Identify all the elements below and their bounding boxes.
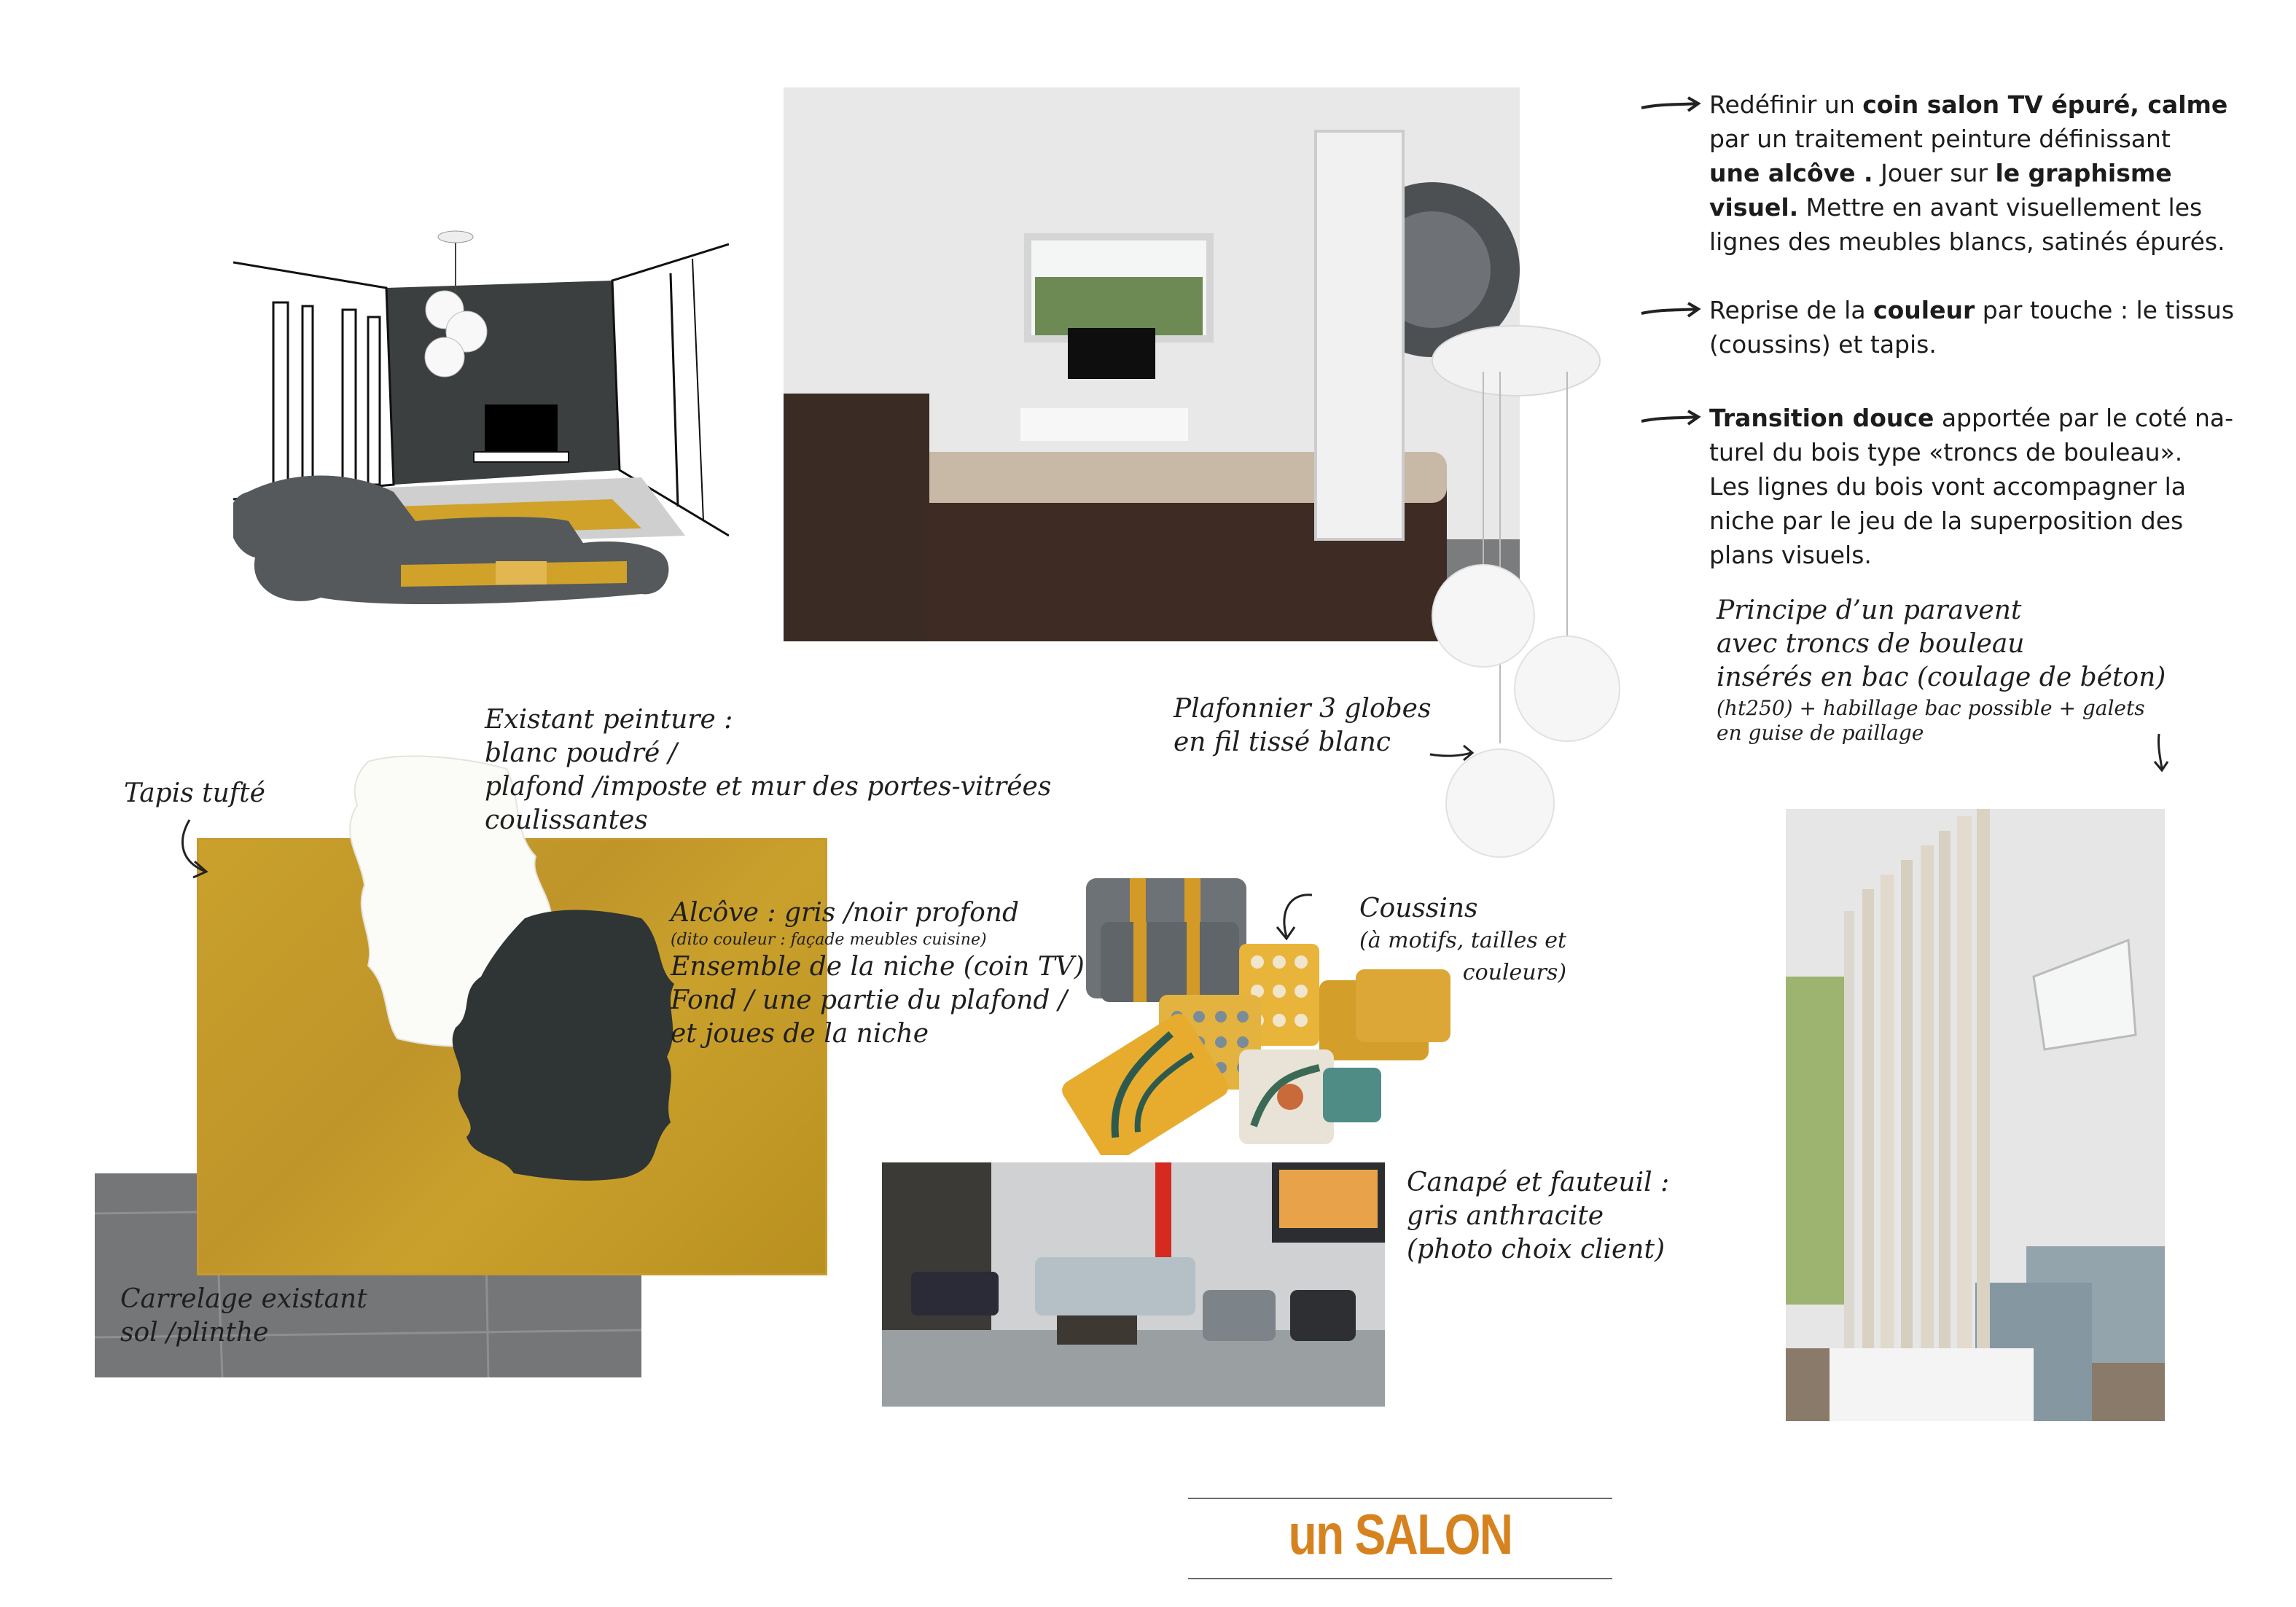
intro-paragraph-1 — [1709, 87, 2234, 259]
intro-line — [1709, 504, 2234, 538]
title-rule-bottom — [1188, 1578, 1612, 1579]
intro-line — [1709, 156, 2234, 190]
intro-line — [1709, 122, 2234, 156]
intro-line — [1709, 401, 2234, 435]
birch-partition-photo — [1786, 809, 2165, 1421]
peinture-note: Existant peinture : blanc poudré / plafond /imposte et mur des portes-vitrées coulissantes — [485, 705, 1052, 835]
intro-paragraph-2 — [1709, 293, 2234, 361]
intro-text: plans visuels. — [1709, 541, 1872, 569]
tapis-note: Tapis tufté — [124, 778, 265, 808]
intro-text: par un traitement peinture définissant — [1709, 125, 2171, 153]
alcove-note: Alcôve : gris /noir profond (dito couleur : façade meubles cuisine) Ensemble de la niche (coin TV) Fond / une partie du plafond / et joues de la niche — [671, 898, 1085, 1049]
intro-text: Les lignes du bois vont accompagner la — [1709, 472, 2187, 501]
arrow-icon — [1429, 740, 1476, 765]
intro-text: Jouer sur — [1873, 159, 1996, 187]
title-rule-top — [1188, 1498, 1612, 1499]
intro-text: Mettre en avant visuellement les — [1798, 193, 2203, 222]
arrow-curved-icon — [171, 816, 215, 882]
intro-text: Reprise de la — [1709, 296, 1874, 324]
living-room-photo — [784, 87, 1520, 641]
paravent-note: Principe d’un paravent avec troncs de bouleau insérés en bac (coulage de béton) (ht250) + habillage bac possible + galets en guise de paillage — [1717, 595, 2166, 745]
arrow-curved-icon — [1268, 889, 1319, 944]
intro-line — [1709, 224, 2234, 259]
intro-line — [1709, 293, 2234, 327]
arrow-down-icon — [2150, 732, 2172, 773]
page-title: un SALON — [1288, 1502, 1512, 1566]
arrow-icon — [1640, 408, 1702, 430]
intro-text: Redéfinir un — [1709, 90, 1863, 119]
arrow-icon — [1640, 95, 1702, 117]
intro-line — [1709, 538, 2234, 572]
intro-line — [1709, 469, 2234, 504]
intro-bold-text: Transition douce — [1709, 404, 1934, 432]
arrow-icon — [1640, 300, 1702, 322]
intro-text: niche par le jeu de la superposition des — [1709, 507, 2184, 535]
intro-paragraph-3 — [1709, 401, 2234, 572]
intro-text: apportée par le coté na- — [1934, 404, 2234, 432]
intro-bold-text: couleur — [1873, 296, 1975, 324]
intro-line — [1709, 435, 2234, 469]
intro-text: turel du bois type «troncs de bouleau». — [1709, 438, 2183, 466]
intro-line — [1709, 327, 2234, 361]
intro-bold-text: le graphisme — [1995, 159, 2172, 187]
intro-text: (coussins) et tapis. — [1709, 330, 1937, 359]
intro-line — [1709, 87, 2234, 122]
dark-paint-swatch — [445, 904, 685, 1184]
pendant-globes-image — [1414, 321, 1633, 860]
intro-bold-text: coin salon TV épuré, calme — [1862, 90, 2228, 119]
intro-text: par touche : le tissus — [1975, 296, 2235, 324]
living-room-sketch — [233, 230, 729, 623]
plafonnier-note: Plafonnier 3 globes en fil tissé blanc — [1174, 694, 1432, 757]
intro-bold-text: visuel. — [1709, 193, 1799, 222]
coussins-note: Coussins (à motifs, tailles et couleurs) — [1359, 894, 1567, 985]
intro-bold-text: une alcôve . — [1709, 159, 1873, 187]
carrelage-note: Carrelage existant sol /plinthe — [120, 1284, 367, 1348]
intro-text: lignes des meubles blancs, satinés épurés. — [1709, 227, 2225, 256]
canape-note: Canapé et fauteuil : gris anthracite (photo choix client) — [1407, 1168, 1670, 1264]
intro-line — [1709, 190, 2234, 224]
showroom-photo — [882, 1162, 1385, 1407]
